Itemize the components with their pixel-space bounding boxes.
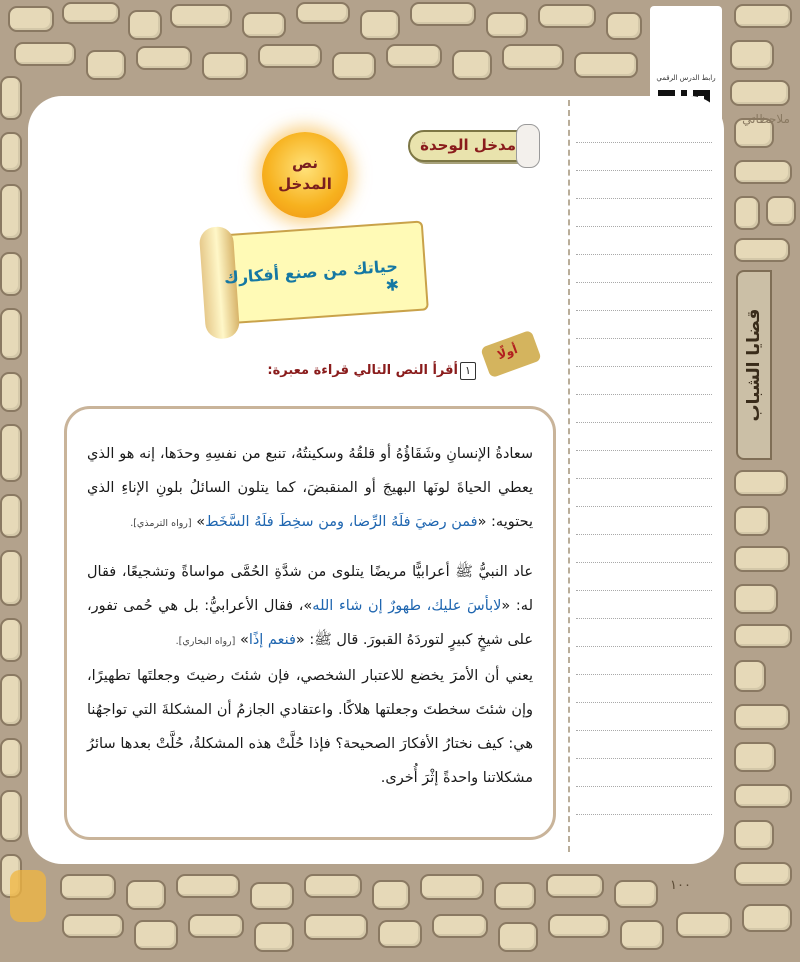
qr-caption: رابط الدرس الرقمي [656,74,716,82]
unit-side-tab[interactable] [736,270,772,460]
notes-column [568,100,720,852]
publisher-logo-icon [10,870,46,922]
side-tab-label: قضايا الشباب [744,308,764,422]
intro-text-sun-badge [262,132,348,218]
sun-label-line1: نص [291,154,319,172]
task-number: ١ [460,362,476,380]
task-instruction: أقرأ النص التالي قراءة معبرة: [267,363,458,378]
unit-entry-badge [408,130,534,162]
hadith-quote-3: فنعم إذًا [248,632,296,648]
reference-tirmidhi: [رواه الترمذي]. [130,518,192,529]
sun-label-line2: المدخل [278,175,332,193]
p1-close: » [196,514,206,530]
p2-text-a: عاد النبيُّ ﷺ أعرابيًّا مريضًا يتلوى من شدَّةِ الحُمَّى مواساةً وتشجيعًا، فقال له: « [87,564,534,614]
p2-close: » [239,632,249,648]
title-scroll-banner [203,220,429,325]
hadith-quote-2: لابأسَ عليك، طهورٌ إن شاء الله [312,598,502,614]
page-number: ١٠٠ [670,878,691,893]
p1-text: سعادةُ الإنسانِ وشَقَاؤُهُ أو قلقُهُ وسكينتُهُ، تنبع من نفسِهِ وحدَها، إنه هو الذي يعطي الحياةَ لونَها البهيجَ أو المنقبضَ، كما يتلون السائلُ بلونِ الإناءِ الذي يحتويه: « [87,446,533,530]
first-step-label: أولًا [495,342,520,363]
paragraph-3: يعني أن الأمرَ يخضع للاعتبار الشخصي، فإن شئتَ رضيتَ وجعلتَها تطهيرًا، وإن شئتَ سخطتَ وجعلتها هلاكًا. واعتقادي الجازمُ أن المشكلةَ التي تواجهُنا هي: كيف نختارُ الأفكارَ الصحيحة؟ فإذا حُلَّتْ هذه المشكلةُ، حُلَّتْ بعدها سائرُ مشكلاتنا واحدةً إثْرَ أُخرى. [87,668,533,786]
reading-text-frame [64,406,556,840]
reference-bukhari: [رواه البخاري]. [175,636,236,647]
notes-title: ملاحظاتي [742,112,790,126]
hadith-quote-1: فمن رضيَ فلَهُ الرِّضا، ومن سخِطَ فلَهُ السَّخَط [205,514,478,530]
paragraph-1 [87,437,533,541]
scroll-icon [516,124,540,168]
unit-entry-label: مدخل الوحدة [420,136,516,154]
p2-text-b: »، فقال الأعرابيُّ: بل هي حُمى تفور، على شيخٍ كبيرٍ لتوردَهُ القبورَ. قال ﷺ: « [87,598,533,648]
lesson-title: حياتك من صنع أفكارك ✱ [223,256,400,296]
paragraph-2 [87,555,533,659]
